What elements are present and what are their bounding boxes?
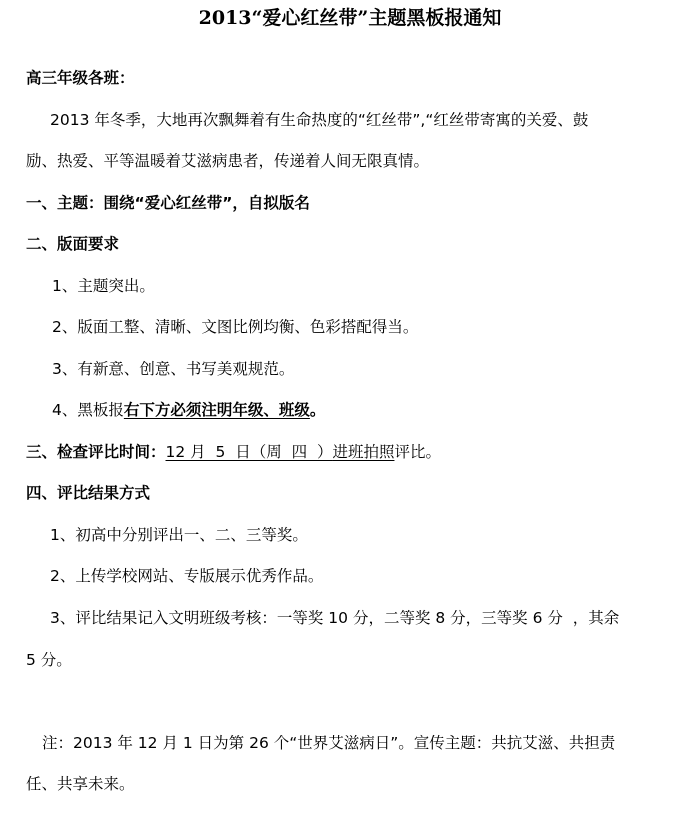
section4-item-2: 2、上传学校网站、专版展示优秀作品。 xyxy=(50,567,324,585)
section2-heading: 二、版面要求 xyxy=(26,235,120,253)
note-line-2: 任、共享未来。 xyxy=(26,775,135,793)
section2-item-4 xyxy=(52,400,325,420)
section4-item-1: 1、初高中分别评出一、二、三等奖。 xyxy=(50,526,308,544)
section1-heading: 一、主题：围绕“爱心红丝带”，自拟版名 xyxy=(26,194,310,212)
page-title: 2013“爱心红丝带”主题黑板报通知 xyxy=(198,7,502,29)
section4-item-3-line-2: 5 分。 xyxy=(26,651,72,669)
section4-item-3-line-1: 3、评比结果记入文明班级考核：一等奖 10 分，二等奖 8 分，三等奖 6 分 ，其余 xyxy=(50,609,620,627)
section3-heading: 三、检查评比时间： xyxy=(26,443,166,461)
intro-line-2: 励、热爱、平等温暖着艾滋病患者，传递着人间无限真情。 xyxy=(26,152,430,170)
section3-action: 进班拍照 xyxy=(332,443,395,461)
section2-item-4-emphasis: 右下方必须注明年级、班级 xyxy=(123,401,310,419)
note-line-1: 注：2013 年 12 月 1 日为第 26 个“世界艾滋病日”。宣传主题：共抗艾滋、共担责 xyxy=(42,734,616,752)
section2-item-1: 1、主题突出。 xyxy=(52,277,155,295)
section3-suffix: 评比。 xyxy=(394,443,441,461)
intro-line-1: 2013 年冬季，大地再次飘舞着有生命热度的“红丝带”,“红丝带寄寓的关爱、鼓 xyxy=(50,111,589,129)
salutation: 高三年级各班： xyxy=(26,69,135,87)
section3-time: 12 月 5 日（周 四 ） xyxy=(165,443,333,461)
section4-heading: 四、评比结果方式 xyxy=(26,484,151,502)
section2-item-2: 2、版面工整、清晰、文图比例均衡、色彩搭配得当。 xyxy=(52,318,419,336)
section2-item-4-suffix: 。 xyxy=(309,401,326,419)
section2-item-3: 3、有新意、创意、书写美观规范。 xyxy=(52,360,295,378)
section3-line xyxy=(26,442,441,462)
section2-item-4-prefix: 4、黑板报 xyxy=(52,401,124,419)
